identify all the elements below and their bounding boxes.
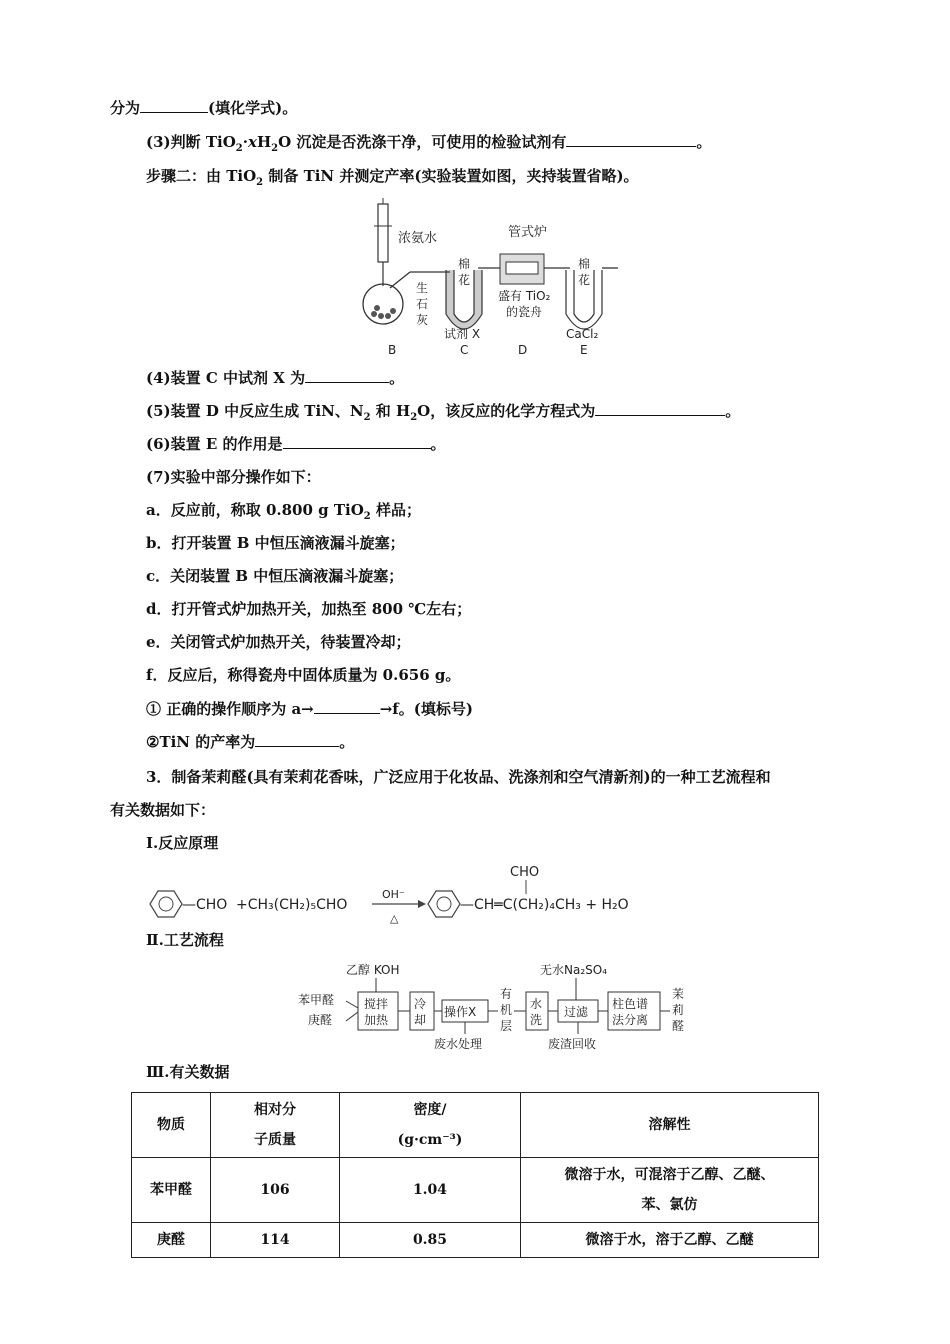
table-row — [132, 1223, 819, 1258]
cell-solubility: 微溶于水，可混溶于乙醇、乙醚、 苯、氯仿 — [521, 1158, 819, 1223]
operation-x: 操作X — [444, 1005, 477, 1019]
waste-water: 废水处理 — [434, 1037, 483, 1051]
label-d: D — [518, 343, 528, 357]
question-yield: ②TiN 的产率为 。 — [146, 733, 355, 751]
cool-1: 冷 — [414, 997, 427, 1011]
na2so4-text: 无水Na₂SO₄ — [540, 963, 608, 977]
cotton-label-e2: 花 — [578, 273, 591, 287]
filtration: 过滤 — [564, 1005, 589, 1019]
answer-blank[interactable] — [283, 434, 431, 449]
step-b: b．打开装置 B 中恒压滴液漏斗旋塞； — [146, 534, 405, 552]
cell-mass: 106 — [211, 1158, 340, 1223]
wash-2: 洗 — [530, 1013, 543, 1027]
label-b: B — [388, 343, 397, 357]
product-2: 莉 — [672, 1003, 685, 1017]
table-header-row — [132, 1093, 819, 1158]
problem-3-line2: 有关数据如下： — [110, 801, 216, 819]
lime-label-3: 灰 — [416, 313, 429, 327]
question-6: (6)装置 E 的作用是 。 — [146, 435, 446, 453]
cotton-label-c: 棉 — [458, 257, 471, 271]
lime-label-2: 石 — [416, 297, 429, 311]
heat-symbol: △ — [390, 912, 399, 925]
question-7: (7)实验中部分操作如下： — [146, 468, 321, 486]
organic-layer-3: 层 — [500, 1019, 513, 1033]
reaction-scheme — [140, 860, 680, 926]
header-density: 密度/ (g·cm⁻³) — [340, 1093, 521, 1158]
header-solubility: 溶解性 — [521, 1093, 819, 1158]
question-4: (4)装置 C 中试剂 X 为 。 — [146, 369, 405, 387]
section-flow: Ⅱ.工艺流程 — [146, 931, 224, 949]
step-f: f．反应后，称得瓷舟中固体质量为 0.656 g。 — [146, 666, 461, 684]
product-1: 茉 — [672, 987, 685, 1001]
answer-blank[interactable] — [255, 732, 339, 747]
step-d: d．打开管式炉加热开关，加热至 800 ℃左右； — [146, 600, 472, 618]
data-table — [131, 1092, 819, 1258]
benzaldehyde-text: —CHO — [182, 897, 228, 913]
boat-label-1: 盛有 TiO₂ — [498, 289, 551, 303]
cell-mass: 114 — [211, 1223, 340, 1258]
cacl2-label: CaCl₂ — [566, 327, 599, 341]
cell-solubility: 微溶于水，溶于乙醇、乙醚 — [521, 1223, 819, 1258]
section-principle: Ⅰ.反应原理 — [146, 834, 219, 852]
header-mass: 相对分 子质量 — [211, 1093, 340, 1158]
header-substance: 物质 — [132, 1093, 211, 1158]
ammonia-label: 浓氨水 — [398, 231, 438, 246]
furnace-label: 管式炉 — [508, 225, 548, 240]
product-text: —CH═C(CH₂)₄CH₃ + H₂O — [460, 897, 629, 913]
section-data: Ⅲ.有关数据 — [146, 1063, 230, 1081]
step-a: a．反应前，称取 0.800 g TiO$_2$ 样品； — [146, 501, 421, 522]
reagent-x-label: 试剂 X — [444, 327, 481, 341]
process-flow — [294, 956, 694, 1056]
cell-density: 1.04 — [340, 1158, 521, 1223]
heptanal-text: +CH₃(CH₂)₅CHO — [236, 897, 348, 913]
input-heptanal: 庚醛 — [308, 1013, 333, 1027]
step-c: c．关闭装置 B 中恒压滴液漏斗旋塞； — [146, 567, 404, 585]
stir-heat-1: 搅拌 — [364, 997, 389, 1011]
question-3: (3)判断 $TiO_2\cdot xH_2O$ 沉淀是否洗涤干净，可使用的检验试剂有 。 — [146, 133, 712, 154]
answer-blank[interactable] — [140, 98, 208, 113]
line-formula-blank: 分为 (填化学式)。 — [110, 99, 298, 117]
cell-density: 0.85 — [340, 1223, 521, 1258]
answer-blank[interactable] — [566, 132, 696, 147]
label-e: E — [580, 343, 588, 357]
product-3: 醛 — [672, 1019, 685, 1033]
cool-2: 却 — [414, 1013, 427, 1027]
table-row — [132, 1158, 819, 1223]
step-e: e．关闭管式炉加热开关，待装置冷却； — [146, 633, 411, 651]
cell-name: 苯甲醛 — [132, 1158, 211, 1223]
reagents-text: 乙醇 KOH — [346, 963, 400, 977]
stir-heat-2: 加热 — [364, 1013, 389, 1027]
waste-residue: 废渣回收 — [548, 1037, 597, 1051]
cotton-label-e: 棉 — [578, 257, 591, 271]
lime-label-1: 生 — [416, 281, 429, 295]
cotton-label-c2: 花 — [458, 273, 471, 287]
input-benzaldehyde: 苯甲醛 — [298, 993, 335, 1007]
product-cho: CHO — [510, 865, 540, 880]
organic-layer-1: 有 — [500, 987, 513, 1001]
step-two: 步骤二：由 TiO$_2$ 制备 TiN 并测定产率(实验装置如图，夹持装置省略)。 — [146, 167, 639, 188]
cell-name: 庚醛 — [132, 1223, 211, 1258]
answer-blank[interactable] — [595, 401, 725, 416]
chromatography-2: 法分离 — [612, 1013, 649, 1027]
organic-layer-2: 机 — [500, 1003, 513, 1017]
chromatography-1: 柱色谱 — [612, 997, 649, 1011]
answer-blank[interactable] — [305, 368, 389, 383]
problem-3-line1: 3．制备茉莉醛(具有茉莉花香味，广泛应用于化妆品、洗涤剂和空气清新剂)的一种工艺流程和 — [146, 768, 771, 786]
answer-blank[interactable] — [314, 699, 380, 714]
catalyst-text: OH⁻ — [382, 888, 405, 901]
wash-1: 水 — [530, 997, 543, 1011]
label-c: C — [460, 343, 469, 357]
question-order: ① 正确的操作顺序为 a→ →f。(填标号) — [146, 700, 473, 718]
boat-label-2: 的瓷舟 — [506, 305, 543, 319]
apparatus-diagram — [360, 196, 630, 358]
question-5: (5)装置 D 中反应生成 TiN、$N_2$ 和 $H_2O$，该反应的化学方程式为 。 — [146, 402, 741, 423]
